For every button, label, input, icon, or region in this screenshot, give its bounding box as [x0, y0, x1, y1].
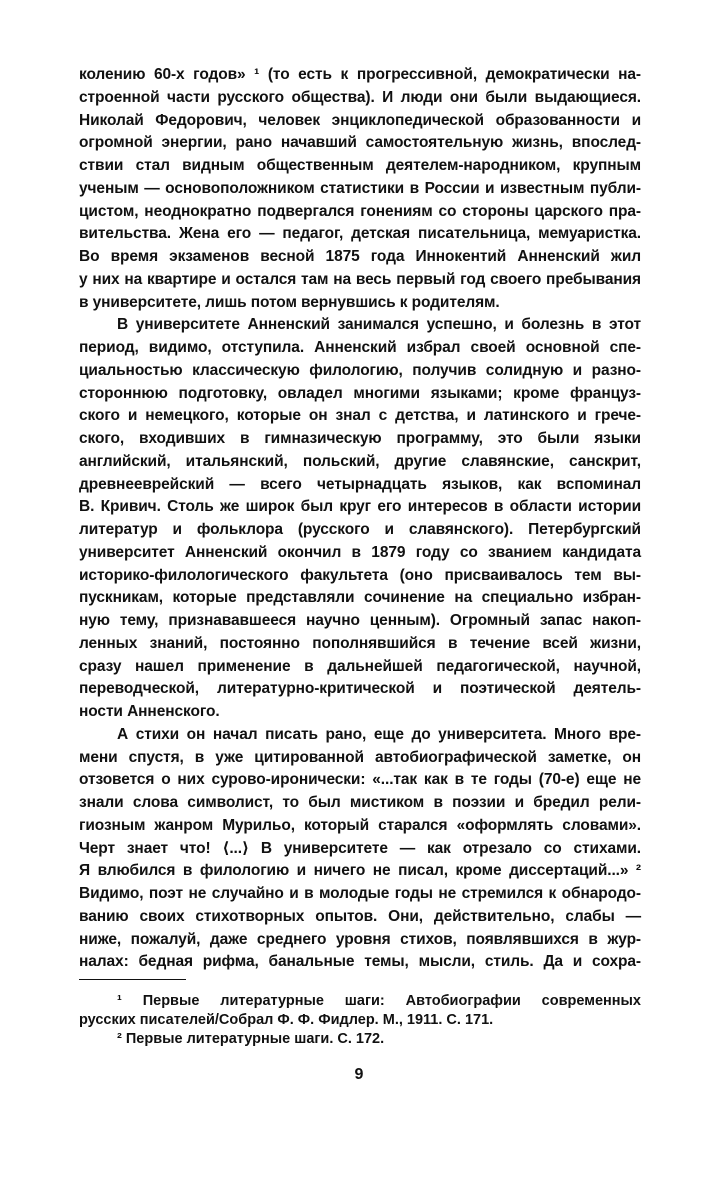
body-line: налах: бедная рифма, банальные темы, мысли, стиль. Да и сохра-: [79, 953, 641, 971]
body-line: колению 60-х годов» ¹ (то есть к прогрессивной, демократически на-: [79, 66, 641, 83]
body-line: ниже, пожалуй, даже среднего уровня стихов, появлявшихся в жур-: [79, 930, 641, 948]
footnote-divider: [79, 979, 186, 980]
footnote-line: ¹ Первые литературные шаги: Автобиографии современных: [117, 993, 641, 1009]
body-line: мени спустя, в уже цитированной автобиографической заметке, он: [79, 748, 641, 766]
body-line: переводческой, литературно-критической и поэтической деятель-: [79, 680, 641, 698]
body-line: Черт знает что! ⟨...⟩ В университете — как отрезало со стихами.: [79, 839, 641, 857]
body-line: В университете Анненский занимался успешно, и болезнь в этот: [117, 316, 641, 334]
body-line: стороннюю подготовку, овладел многими языками; кроме француз-: [79, 384, 641, 402]
body-line: знали слова символист, то был мистиком в поэзии и бредил рели-: [79, 794, 641, 811]
footnotes: [79, 992, 641, 1049]
body-line: ную тему, признававшееся научно ценным). Огромный запас накоп-: [79, 612, 641, 629]
body-line: отзовется о них сурово-иронически: «...так как в те годы (70-е) еще не: [79, 771, 641, 789]
body-line: огромной энергии, рано начавший самостоятельную жизнь, впослед-: [79, 134, 641, 152]
body-line: ского, входивших в гимназическую программу, это были языки: [79, 430, 641, 447]
body-line: сразу нашел применение в дальнейшей педагогической, научной,: [79, 657, 641, 675]
footnote-line: русских писателей/Собрал Ф. Ф. Фидлер. М., 1911. С. 171.: [79, 1012, 494, 1028]
body-line: ленных знаний, постоянно пополнявшийся в течение всей жизни,: [79, 634, 641, 652]
body-line: А стихи он начал писать рано, еще до университета. Много вре-: [117, 725, 641, 743]
body-line: ствии стал видным общественным деятелем-народником, крупным: [79, 157, 641, 174]
body-line: цистом, неоднократно подвергался гонениям со стороны царского пра-: [79, 202, 641, 220]
body-line: Видимо, поэт не случайно и в молодые годы не стремился к обнародо-: [79, 885, 641, 902]
body-line: историко-филологического факультета (оно присваивалось тем вы-: [79, 566, 641, 584]
body-line: ности Анненского.: [79, 703, 220, 720]
body-line: ского и немецкого, которые он знал с детства, и латинского и грече-: [79, 407, 641, 425]
body-line: у них на квартире и остался там на весь первый год своего пребывания: [79, 270, 641, 288]
body-line: ванию своих стихотворных опытов. Они, действительно, слабы —: [79, 907, 641, 925]
footnote-line: ² Первые литературные шаги. С. 172.: [117, 1031, 385, 1047]
body-line: вительства. Жена его — педагог, детская писательница, мемуаристка.: [79, 225, 641, 243]
body-line: литератур и фольклора (русского и славянского). Петербургский: [79, 521, 641, 538]
body-line: циальностью классическую филологию, получив солидную и разно-: [79, 361, 641, 379]
body-line: древнееврейский — всего четырнадцать языков, как вспоминал: [79, 475, 641, 493]
body-line: строенной части русского общества). И люди они были выдающиеся.: [79, 88, 641, 106]
page-number: 9: [354, 1066, 364, 1083]
body-text: [79, 64, 641, 974]
body-line: В. Кривич. Столь же широк был круг его интересов в области истории: [79, 498, 641, 516]
body-line: пускникам, которые представляли сочинение на специально избран-: [79, 589, 641, 607]
body-line: период, видимо, отступила. Анненский избрал своей основной спе-: [79, 339, 641, 356]
body-line: университет Анненский окончил в 1879 году со званием кандидата: [79, 543, 641, 561]
body-line: в университете, лишь потом вернувшись к родителям.: [79, 293, 500, 311]
body-line: Я влюбился в филологию и ничего не писал, кроме диссертаций...» ²: [79, 862, 641, 880]
body-line: английский, итальянский, польский, другие славянские, санскрит,: [79, 452, 641, 470]
body-line: Во время экзаменов весной 1875 года Иннокентий Анненский жил: [79, 248, 641, 265]
body-line: гиозным жанром Мурильо, который старался «оформлять словами».: [79, 816, 641, 834]
body-line: Николай Федорович, человек энциклопедической образованности и: [79, 111, 641, 129]
body-line: ученым — основоположником статистики в России и известным публи-: [79, 179, 641, 197]
